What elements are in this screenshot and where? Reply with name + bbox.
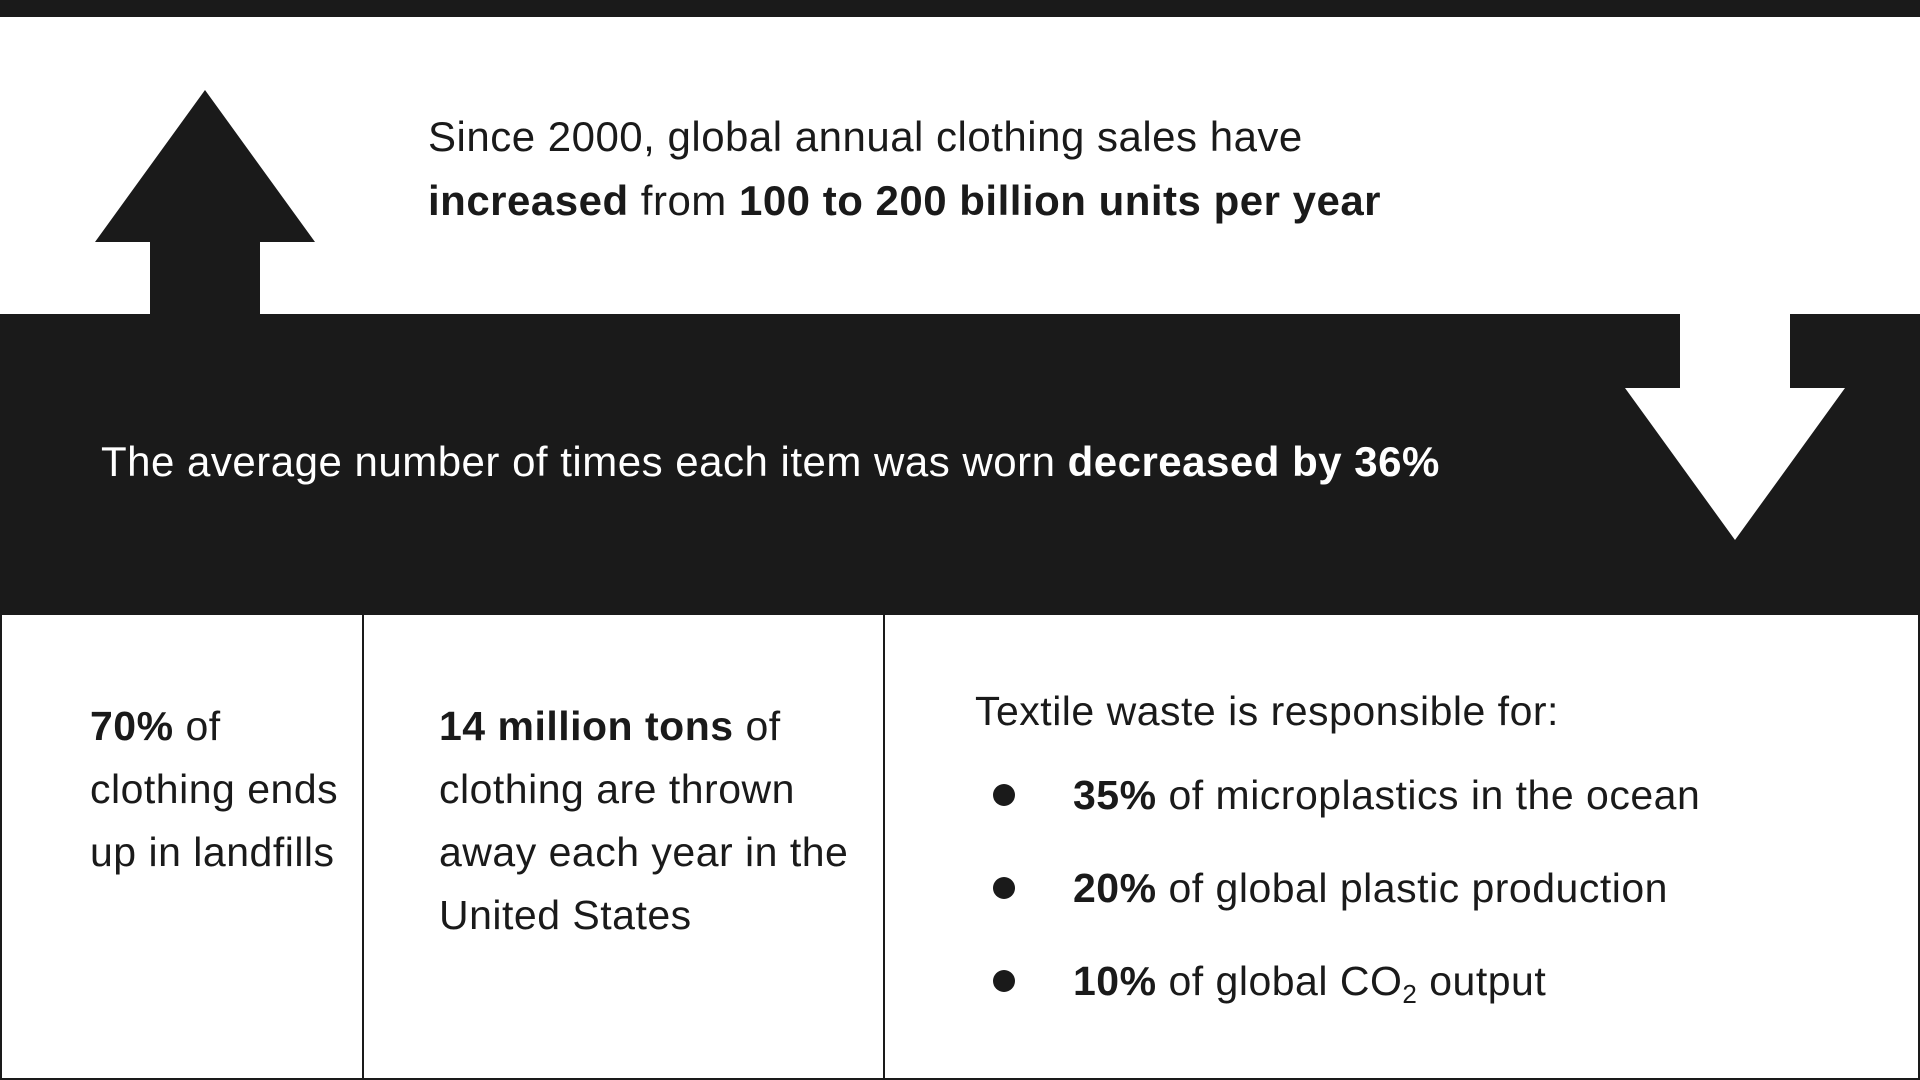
thrown-amount: 14 million tons — [439, 703, 734, 749]
item-text: of global plastic production — [1156, 865, 1668, 911]
item-text: of microplastics in the ocean — [1156, 772, 1701, 818]
sales-increased: increased — [428, 177, 629, 224]
landfill-stat — [90, 695, 340, 884]
sales-line-2 — [428, 169, 1628, 233]
bullet-icon — [993, 970, 1015, 992]
landfill-cell — [0, 613, 364, 1080]
sales-line-1: Since 2000, global annual clothing sales have — [428, 113, 1303, 160]
worn-text: The average number of times each item was worn — [101, 438, 1068, 485]
sales-statement — [428, 105, 1628, 233]
item-text: of global CO — [1156, 958, 1403, 1004]
item-percent: 35% — [1073, 772, 1157, 818]
item-tail: output — [1417, 958, 1547, 1004]
worn-decrease: decreased by 36% — [1067, 438, 1440, 485]
list-item — [975, 765, 1895, 858]
thrown-away-cell — [362, 613, 885, 1080]
landfill-text: of clothing ends up in landfills — [90, 703, 339, 875]
thrown-text: of clothing are thrown away each year in the United States — [439, 703, 849, 938]
item-percent: 10% — [1073, 958, 1157, 1004]
textile-intro: Textile waste is responsible for: — [975, 688, 1559, 734]
landfill-percent: 70% — [90, 703, 174, 749]
textile-waste-cell — [883, 613, 1920, 1080]
list-item — [975, 951, 1895, 1044]
item-subscript: 2 — [1402, 979, 1418, 1009]
top-bar — [0, 0, 1920, 17]
arrow-up-icon — [95, 90, 315, 315]
sales-from: from — [628, 177, 739, 224]
worn-statement — [101, 432, 1601, 492]
arrow-down-icon — [1625, 314, 1845, 540]
sales-units: 100 to 200 billion units per year — [738, 177, 1382, 224]
bullet-icon — [993, 784, 1015, 806]
bullet-icon — [993, 877, 1015, 899]
list-item — [975, 858, 1895, 951]
item-percent: 20% — [1073, 865, 1157, 911]
thrown-stat — [439, 695, 859, 947]
textile-list — [975, 765, 1895, 1044]
